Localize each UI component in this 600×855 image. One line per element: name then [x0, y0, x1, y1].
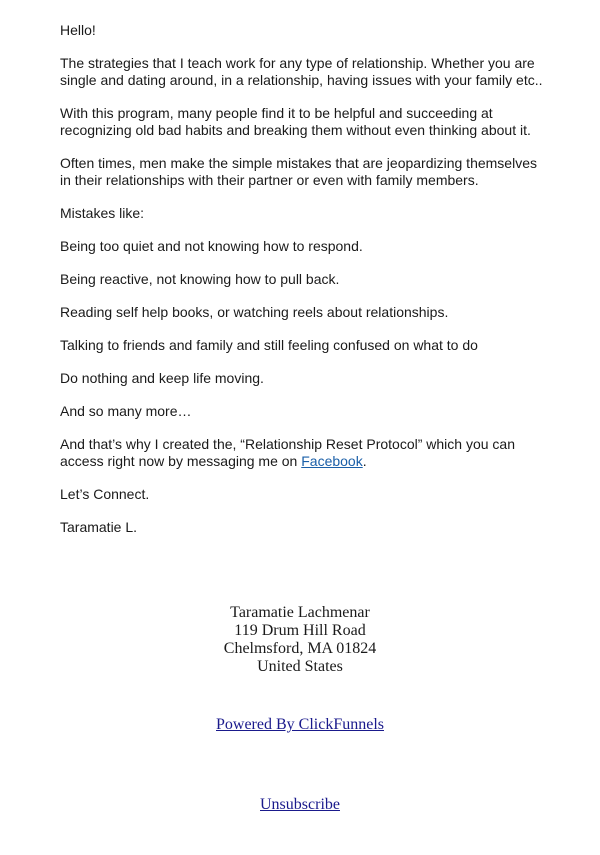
greeting: Hello! [60, 22, 96, 38]
mistake-item: And so many more… [60, 403, 192, 419]
address-name: Taramatie Lachmenar [230, 604, 370, 621]
mistakes-heading: Mistakes like: [60, 205, 145, 221]
facebook-link[interactable]: Facebook [301, 453, 363, 469]
closing: Let’s Connect. [60, 486, 150, 502]
powered-by-link[interactable]: Powered By ClickFunnels [216, 716, 384, 733]
unsubscribe-link[interactable]: Unsubscribe [260, 796, 340, 813]
mistake-item: Reading self help books, or watching reels about relationships. [60, 304, 449, 320]
paragraph-intro: The strategies that I teach work for any type of relationship. Whether you are single and dating around, in a relationship, having issues with your family etc.. [60, 55, 543, 88]
address-city: Chelmsford, MA 01824 [223, 640, 377, 657]
paragraph-mistakes: Often times, men make the simple mistakes that are jeopardizing themselves in their relationships with their partner or even with family members. [60, 155, 537, 188]
cta-suffix: . [362, 453, 367, 469]
powered-by [0, 716, 600, 734]
address-street: 119 Drum Hill Road [234, 622, 366, 639]
mistake-item: Do nothing and keep life moving. [60, 370, 264, 386]
address-country: United States [257, 658, 343, 675]
paragraph-program: With this program, many people find it to be helpful and succeeding at recognizing old bad habits and breaking them without even thinking about it. [60, 105, 531, 138]
mistake-item: Talking to friends and family and still feeling confused on what to do [60, 337, 478, 353]
unsubscribe [0, 796, 600, 814]
cta-text: And that’s why I created the, “Relationship Reset Protocol” which you can access right now by messaging me on [60, 436, 515, 469]
signature: Taramatie L. [60, 519, 138, 535]
cta-paragraph [60, 436, 550, 470]
mistake-item: Being reactive, not knowing how to pull back. [60, 271, 340, 287]
mistake-item: Being too quiet and not knowing how to respond. [60, 238, 363, 254]
email-body [60, 22, 550, 552]
footer-address [0, 604, 600, 676]
